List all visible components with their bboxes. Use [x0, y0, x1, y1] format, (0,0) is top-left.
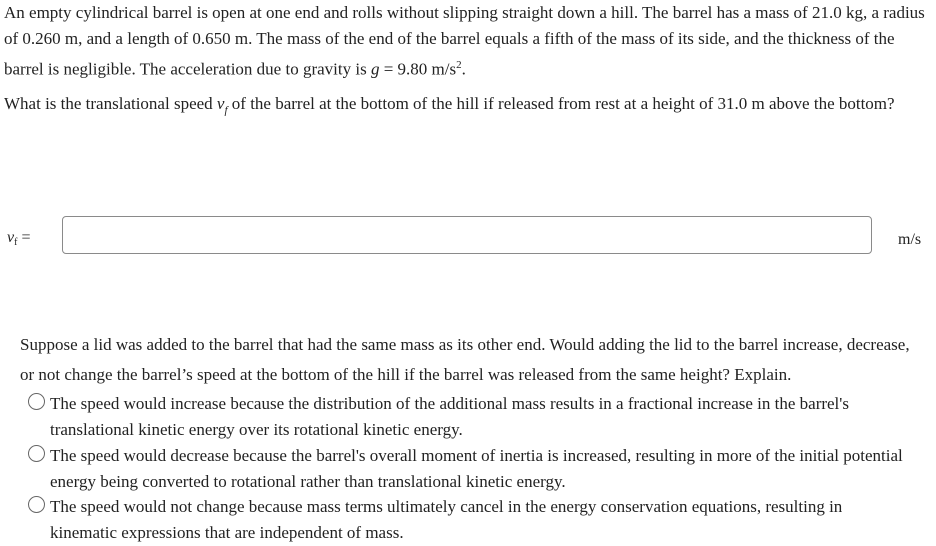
answer-unit: m/s — [898, 231, 922, 248]
radio-button[interactable] — [28, 445, 45, 462]
answer-var: v — [7, 229, 15, 246]
radio-button[interactable] — [28, 496, 45, 513]
answer-var-sub: f — [14, 237, 18, 248]
gravity-exponent: 2 — [456, 59, 462, 71]
speed-var: v — [216, 94, 225, 113]
radio-button[interactable] — [28, 393, 45, 410]
answer-equals: = — [17, 229, 31, 246]
question-speed-text: What is the translational speed — [4, 94, 213, 113]
gravity-value: = 9.80 m/s — [379, 59, 457, 79]
option-label: The speed would decrease because the barrel's overall moment of inertia is increased, resulting in more of the initial potential energy being converted to rotational rather than translational kinetic energy. — [50, 446, 903, 491]
answer-label — [7, 228, 30, 253]
option-label: The speed would not change because mass terms ultimately cancel in the energy conservation equations, resulting in kinematic expressions that are independent of mass. — [50, 497, 843, 542]
question-speed — [4, 91, 928, 123]
speed-var-sub: f — [224, 104, 228, 117]
question-speed-text-after: of the barrel at the bottom of the hill if released from rest at a height of 31.0 m above the bottom? — [231, 94, 895, 113]
problem-statement — [4, 0, 928, 83]
question-lid: Suppose a lid was added to the barrel that had the same mass as its other end. Would adding the lid to the barrel increase, decrease, or not change the barrel’s speed at the bottom of the hill if the barrel was released from the same height? Explain. — [20, 335, 910, 384]
speed-answer-input[interactable] — [62, 216, 872, 254]
gravity-period: . — [461, 59, 466, 79]
problem-text: An empty cylindrical barrel is open at one end and rolls without slipping straight down a hill. The barrel has a mass of 21.0 kg, a radius of 0.260 m, and a length of 0.650 m. The mass of the end of the barrel equals a fifth of the mass of its side, and the thickness of the barrel is negligible. The acceleration due to gravity is — [4, 3, 925, 79]
gravity-symbol: g — [370, 59, 380, 79]
option-label: The speed would increase because the distribution of the additional mass results in a fractional increase in the barrel's translational kinetic energy over its rotational kinetic energy. — [50, 394, 849, 439]
